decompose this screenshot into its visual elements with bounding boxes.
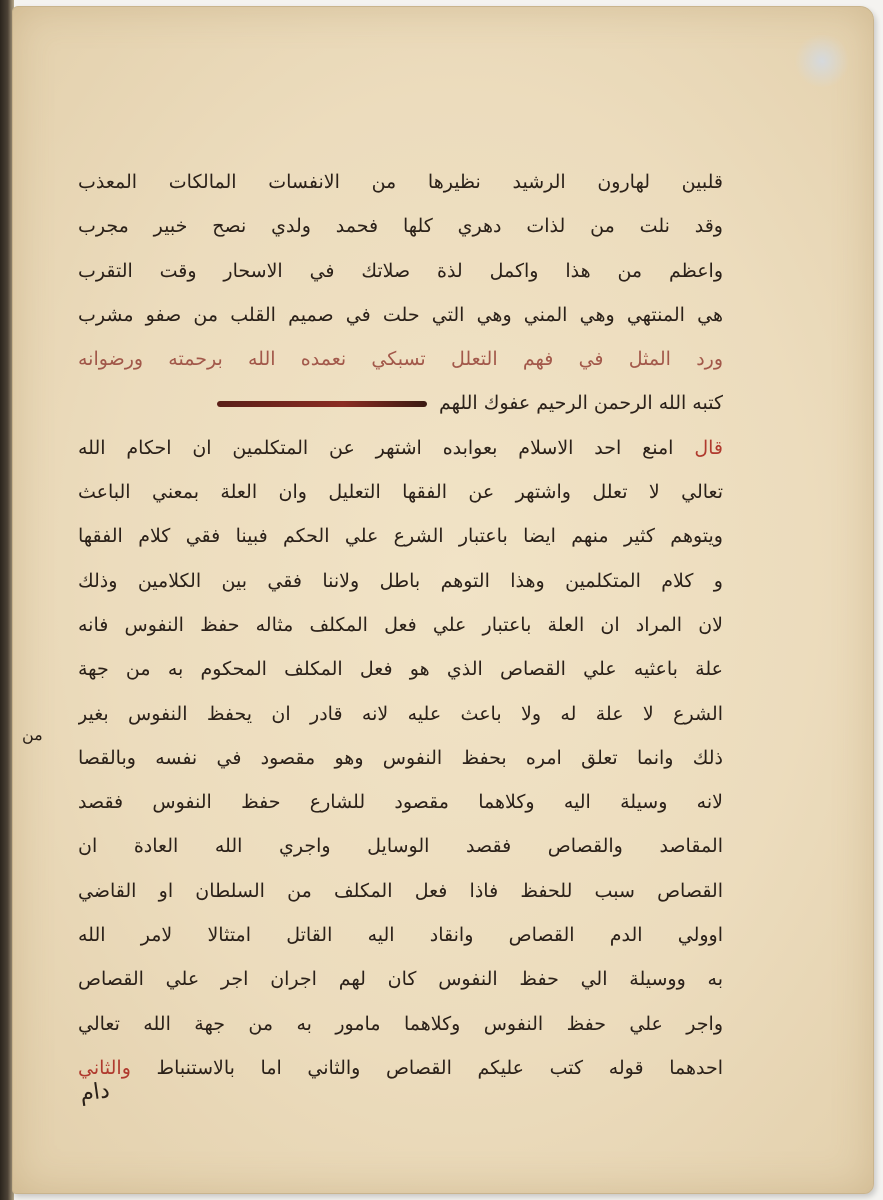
margin-note: من [22,725,43,744]
text-line: به ووسيلة الي حفظ النفوس كان لهم اجران اجر علي القصاص [78,968,723,991]
text-line-content: احدهما قوله كتب عليكم القصاص والثاني اما بالاستنباط [156,1056,723,1079]
basmala-text: كتبه الله الرحمن الرحيم عفوك اللهم [438,392,723,415]
decorative-rule [217,401,427,407]
text-line: واجر علي حفظ النفوس وكلاهما مامور به من جهة الله تعالي [78,1012,723,1035]
rubric-thani: والثاني [78,1056,131,1079]
text-line: ذلك وانما تعلق امره بحفظ النفوس وهو مقصود في نفسه وبالقصا [78,746,723,769]
text-line: وقد نلت من لذات دهري كلها فحمد ولدي نصح خبير مجرب [78,215,723,238]
text-line: ويتوهم كثير منهم ايضا باعتبار الشرع علي الحكم فبينا فقي كلام الفقها [78,525,723,548]
faded-rubric-line: ورد المثل في فهم التعلل تسبكي نعمده الله برحمته ورضوانه [78,348,723,371]
text-block [78,160,723,1079]
text-line-final [78,1046,723,1090]
text-line [78,426,723,470]
rubric-qala: قال [694,436,723,459]
text-line: لانه وسيلة اليه وكلاهما مقصود للشارع حفظ النفوس فقصد [78,791,723,814]
text-line: و كلام المتكلمين وهذا التوهم باطل ولاننا فقي بين الكلامين وذلك [78,569,723,592]
basmala-line [78,381,723,425]
text-line: هي المنتهي وهي المني وهي التي حلت في صميم القلب من صفو مشرب [78,303,723,326]
text-line: المقاصد والقصاص فقصد الوسايل واجري الله العادة ان [78,835,723,858]
text-line: الشرع لا علة له ولا باعث عليه لانه قادر ان يحفظ النفوس بغير [78,702,723,725]
text-line: واعظم من هذا واكمل لذة صلاتك في الاسحار وقت التقرب [78,259,723,282]
text-line: علة باعثيه علي القصاص الذي هو فعل المكلف المحكوم به من جهة [78,658,723,681]
text-line: لان المراد ان العلة باعتبار علي فعل المكلف مثاله حفظ النفوس فانه [78,613,723,636]
text-line: اوولي الدم القصاص وانقاد اليه القاتل امتثالا لامر الله [78,924,723,947]
catchword: دام [78,1078,112,1107]
text-line: القصاص سبب للحفظ فاذا فعل المكلف من السلطان او القاضي [78,879,723,902]
text-line-content: امنع احد الاسلام بعوابده اشتهر عن المتكلمين ان احكام الله [78,436,674,459]
text-line: تعالي لا تعلل واشتهر عن الفقها التعليل وان العلة بمعني الباعث [78,481,723,504]
text-line: قلبين لهارون الرشيد نظيرها من الانفسات المالكات المعذب [78,171,723,193]
paper-stain [793,35,851,87]
